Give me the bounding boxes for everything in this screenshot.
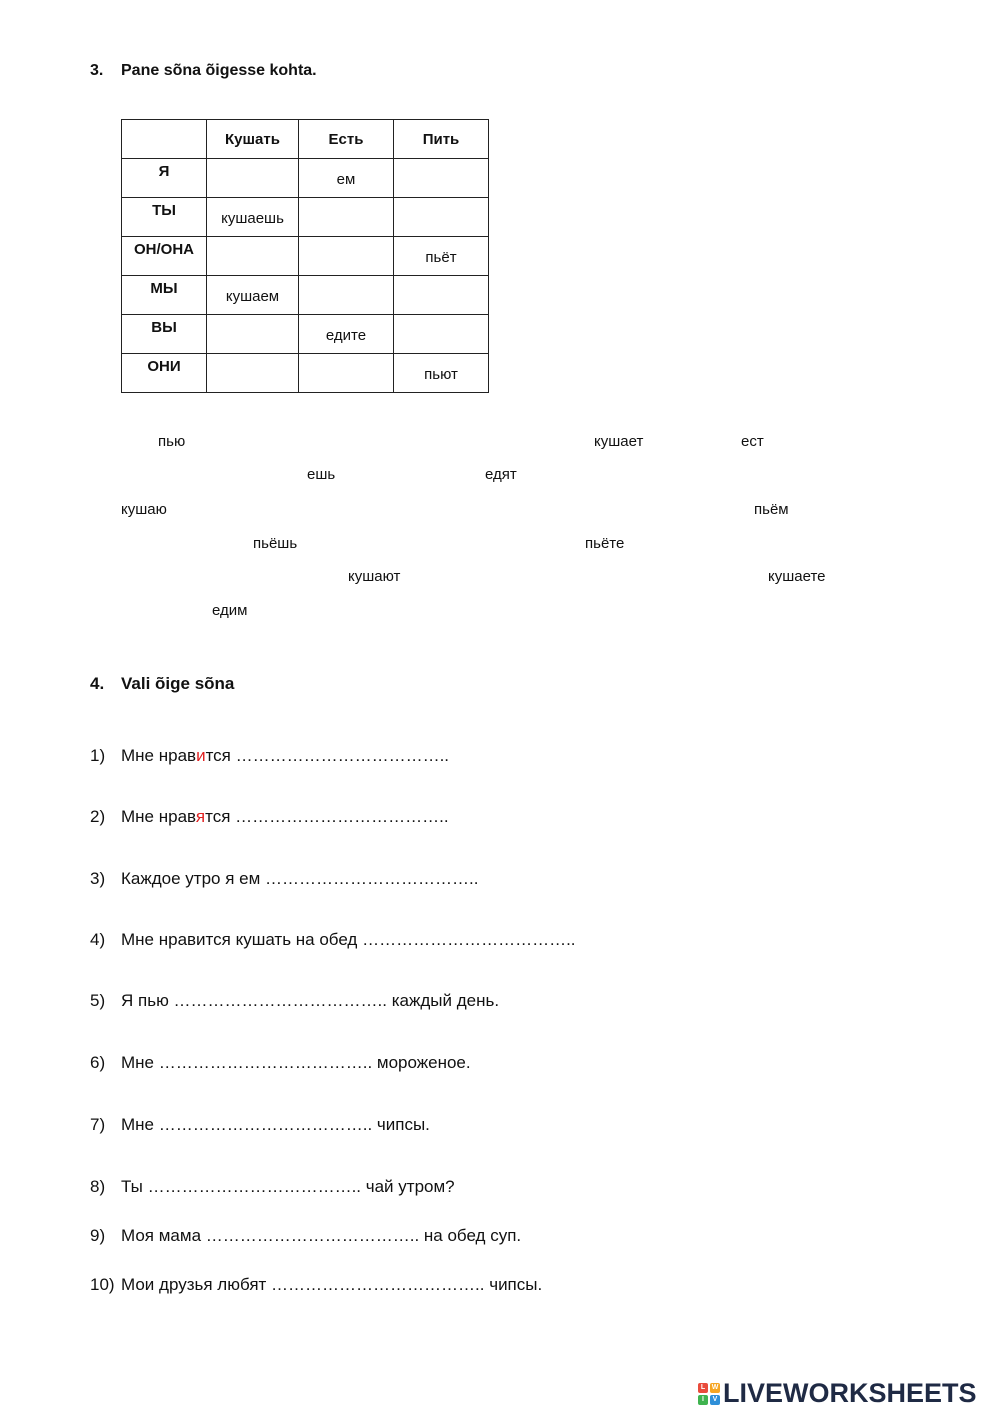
question-number: 8) (90, 1177, 106, 1196)
question-item (90, 1177, 455, 1197)
answer-cell[interactable] (394, 159, 488, 171)
question-item (90, 807, 449, 827)
answer-cell[interactable]: ем (336, 171, 356, 188)
pronoun-cell: ОНИ (147, 358, 181, 375)
answer-cell[interactable] (394, 276, 488, 288)
section-title: Vali õige sõna (121, 674, 235, 693)
question-number: 9) (90, 1226, 106, 1245)
question-number: 3) (90, 869, 106, 888)
answer-cell[interactable] (299, 198, 393, 210)
question-item (90, 930, 576, 950)
question-text: Мне нрав (121, 746, 197, 765)
pronoun-cell: ОН/ОНА (134, 241, 194, 258)
question-number: 2) (90, 807, 106, 826)
answer-blank[interactable]: тся ……………………………….. (205, 807, 449, 826)
answer-cell[interactable] (299, 276, 393, 288)
table-row (122, 315, 489, 354)
question-item (90, 1053, 471, 1073)
word-bank-item[interactable]: кушают (348, 568, 401, 585)
answer-cell[interactable] (299, 237, 393, 249)
table-row (122, 276, 489, 315)
table-row (122, 159, 489, 198)
header-cell (122, 120, 207, 159)
highlight-letter: я (195, 807, 206, 826)
pronoun-cell: ТЫ (152, 202, 176, 219)
table-header-row (122, 120, 489, 159)
question-item (90, 1275, 542, 1295)
word-bank-item[interactable]: кушает (594, 433, 644, 450)
logo-mark-icon (698, 1383, 720, 1405)
answer-blank[interactable]: тся ……………………………….. (205, 746, 450, 765)
answer-cell[interactable]: кушаешь (221, 210, 284, 227)
word-bank-item[interactable]: кушаю (121, 501, 167, 518)
question-item (90, 869, 478, 889)
question-item (90, 1226, 521, 1246)
question-text[interactable]: Мне ……………………………….. чипсы. (121, 1115, 430, 1134)
logo-tile: V (710, 1395, 720, 1405)
question-number: 10) (90, 1275, 115, 1294)
section-3-heading (90, 62, 317, 80)
word-bank-item[interactable]: едим (212, 602, 248, 619)
question-text[interactable]: Я пью ……………………………….. каждый день. (121, 991, 500, 1010)
header-cell: Есть (299, 120, 394, 159)
answer-cell[interactable] (394, 198, 488, 210)
highlight-letter: и (196, 746, 206, 765)
question-number: 6) (90, 1053, 106, 1072)
header-cell: Пить (394, 120, 489, 159)
answer-cell[interactable]: пьёт (425, 249, 457, 266)
word-bank-item[interactable]: пьёшь (253, 535, 298, 552)
word-bank-item[interactable]: ест (741, 433, 764, 450)
pronoun-cell: ВЫ (151, 319, 177, 336)
pronoun-cell: Я (158, 163, 170, 180)
section-title: Pane sõna õigesse kohta. (121, 62, 317, 79)
answer-cell[interactable] (299, 354, 393, 366)
question-item (90, 1115, 430, 1135)
table-row (122, 237, 489, 276)
question-text[interactable]: Ты ……………………………….. чай утром? (121, 1177, 455, 1196)
section-number: 3. (90, 62, 104, 79)
word-bank-item[interactable]: ешь (307, 466, 336, 483)
question-text[interactable]: Моя мама ……………………………….. на обед суп. (121, 1226, 522, 1245)
question-text[interactable]: Мне ……………………………….. мороженое. (121, 1053, 471, 1072)
word-bank-item[interactable]: пьём (754, 501, 789, 518)
table-row (122, 354, 489, 393)
question-number: 5) (90, 991, 106, 1010)
answer-cell[interactable] (207, 354, 298, 366)
word-bank-item[interactable]: едят (485, 466, 517, 483)
word-bank-item[interactable]: пью (158, 433, 186, 450)
table-row (122, 198, 489, 237)
question-text[interactable]: Мне нравится кушать на обед ……………………………….. (121, 930, 576, 949)
logo-tile: I (698, 1395, 708, 1405)
word-bank-item[interactable]: пьёте (585, 535, 625, 552)
question-text[interactable]: Каждое утро я ем ……………………………….. (121, 869, 479, 888)
logo-text: LIVEWORKSHEETS (723, 1378, 977, 1408)
answer-cell[interactable]: пьют (424, 366, 458, 383)
question-item (90, 746, 449, 766)
conjugation-table (121, 119, 489, 393)
answer-cell[interactable] (207, 315, 298, 327)
question-number: 7) (90, 1115, 106, 1134)
question-number: 1) (90, 746, 106, 765)
question-text: Мне нрав (121, 807, 196, 826)
logo-tile: W (711, 1383, 719, 1391)
pronoun-cell: МЫ (150, 280, 178, 297)
liveworksheets-logo (698, 1378, 977, 1409)
section-4-heading (90, 674, 234, 694)
question-number: 4) (90, 930, 106, 949)
header-cell: Кушать (207, 120, 299, 159)
answer-cell[interactable] (394, 315, 488, 327)
answer-cell[interactable]: кушаем (225, 288, 280, 305)
answer-cell[interactable]: едите (325, 327, 367, 344)
question-text[interactable]: Мои друзья любят ……………………………….. чипсы. (121, 1275, 543, 1294)
section-number: 4. (90, 674, 105, 693)
answer-cell[interactable] (207, 159, 298, 171)
logo-tile: L (698, 1383, 708, 1393)
answer-cell[interactable] (207, 237, 298, 249)
word-bank-item[interactable]: кушаете (768, 568, 826, 585)
question-item (90, 991, 499, 1011)
